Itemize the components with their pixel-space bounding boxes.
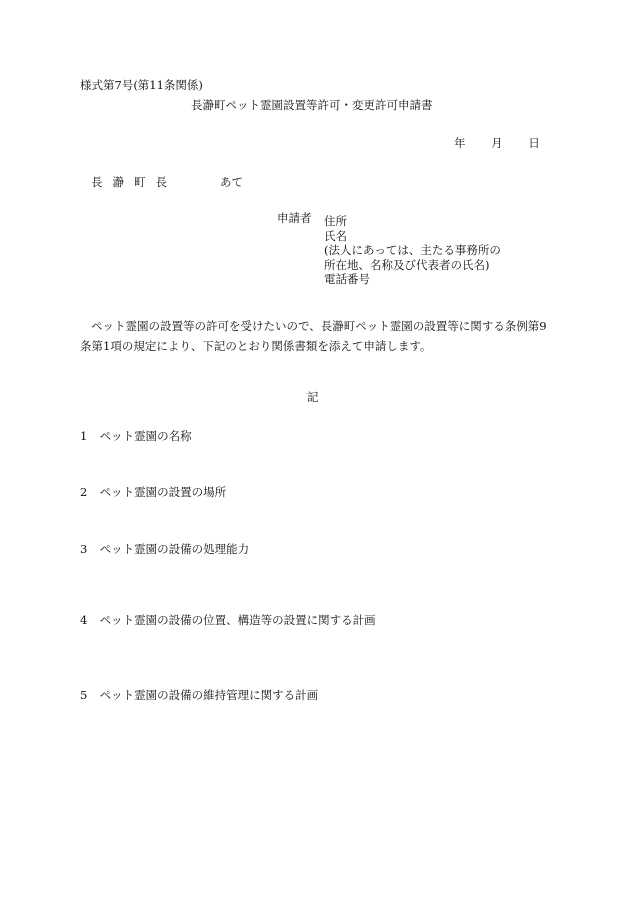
document-title: 長瀞町ペット霊園設置等許可・変更許可申請書 bbox=[191, 98, 433, 112]
item-number: 4 bbox=[80, 613, 88, 627]
applicant-fields bbox=[324, 213, 501, 288]
addressee-name: 長瀞町長 bbox=[91, 175, 177, 189]
list-item bbox=[80, 544, 249, 556]
list-item bbox=[80, 487, 226, 499]
item-number: 1 bbox=[80, 429, 88, 443]
list-item bbox=[80, 690, 318, 702]
item-text: ペット霊園の設備の処理能力 bbox=[99, 542, 250, 556]
list-item bbox=[80, 615, 376, 627]
date-line bbox=[454, 138, 540, 150]
item-text: ペット霊園の設備の位置、構造等の設置に関する計画 bbox=[99, 613, 376, 627]
application-statement bbox=[80, 316, 580, 356]
statement-line2: 条第1項の規定により、下記のとおり関係書類を添えて申請します。 bbox=[80, 339, 432, 353]
item-number: 3 bbox=[80, 542, 88, 556]
list-item bbox=[80, 431, 192, 443]
applicant-label: 申請者 bbox=[277, 211, 312, 225]
corporation-note-line2: 所在地、名称及び代表者の氏名) bbox=[324, 257, 490, 272]
item-number: 2 bbox=[80, 485, 88, 499]
form-number: 様式第7号(第11条関係) bbox=[80, 78, 203, 92]
corporation-note-line1: (法人にあっては、主たる事務所の bbox=[324, 243, 501, 257]
item-text: ペット霊園の設備の維持管理に関する計画 bbox=[99, 688, 319, 702]
year-label: 年 bbox=[454, 136, 466, 150]
day-label: 日 bbox=[528, 136, 540, 150]
addressee-suffix: あて bbox=[220, 175, 243, 189]
item-number: 5 bbox=[80, 688, 88, 702]
record-heading: 記 bbox=[307, 390, 319, 404]
phone-label: 電話番号 bbox=[324, 272, 370, 286]
address-label: 住所 bbox=[324, 214, 347, 228]
item-text: ペット霊園の設置の場所 bbox=[99, 485, 227, 499]
item-text: ペット霊園の名称 bbox=[99, 429, 192, 443]
month-label: 月 bbox=[491, 136, 503, 150]
name-label: 氏名 bbox=[324, 228, 347, 243]
statement-line1: ペット霊園の設置等の許可を受けたいので、長瀞町ペット霊園の設置等に関する条例第9 bbox=[91, 319, 547, 333]
